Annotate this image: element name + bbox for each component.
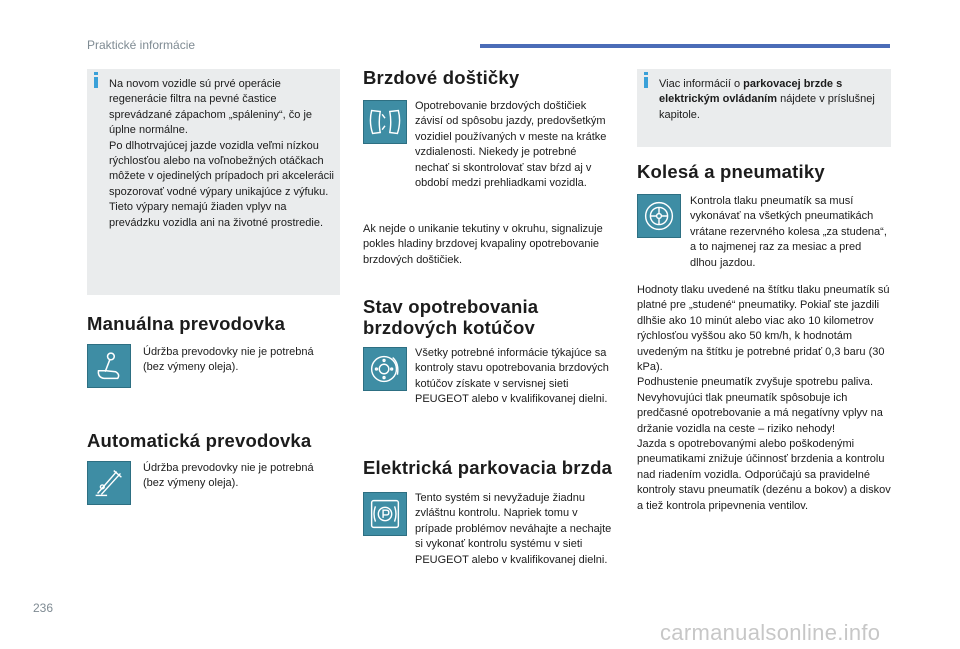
watermark: carmanualsonline.info: [660, 620, 881, 645]
text-manual-gearbox: Údržba prevodovky nie je potrebná (bez výmeny oleja).: [143, 346, 314, 374]
info-text-parking-brake: Viac informácií o parkovacej brzde s elektrickým ovládaním nájdete v príslušnej kapitole.: [659, 78, 875, 121]
info-icon: [94, 72, 98, 88]
info-text-bold: parkovacej brzde s elektrickým ovládaním: [659, 78, 843, 106]
section-header: Praktické informácie: [87, 38, 196, 52]
info-box-parking-brake: [637, 69, 891, 147]
text-automatic-gearbox: Údržba prevodovky nie je potrebná (bez výmeny oleja).: [143, 462, 314, 490]
heading-electric-parking-brake: Elektrická parkovacia brzda: [363, 457, 613, 478]
heading-manual-gearbox: Manuálna prevodovka: [87, 313, 286, 334]
page-number: 236: [33, 601, 54, 615]
info-box-filter: [87, 69, 340, 295]
heading-brake-pads: Brzdové doštičky: [363, 67, 520, 88]
heading-brake-discs: Stav opotrebovania brzdových kotúčov: [363, 296, 539, 338]
text-brake-fluid: Ak nejde o unikanie tekutiny v okruhu, signalizuje pokles hladiny brzdovej kvapaliny opotrebovanie brzdových doštičiek.: [363, 223, 603, 266]
automatic-gearbox-icon: [87, 461, 131, 505]
brake-pads-icon: [363, 100, 407, 144]
text-wheels-tyres: Kontrola tlaku pneumatík sa musí vykonávať na všetkých pneumatikách vrátane rezervného kolesa „za studena“, a to najmenej raz za mesiac a pred dlhou jazdou.: [690, 195, 887, 269]
electric-parking-brake-icon: [363, 492, 407, 536]
info-icon: [644, 72, 648, 88]
brake-disc-icon: [363, 347, 407, 391]
text-wheels-body: Hodnoty tlaku uvedené na štítku tlaku pneumatík sú platné pre „studené“ pneumatiky. Pokiaľ ste jazdili dlhšie ako 10 minút alebo viac ako 10 kilometrov rýchlosťou vyššou ako 50 km/h, k hodnotám uvedeným na štítku je potrebné pridať 0,3 baru (30 kPa). Podhustenie pneumatík zvyšuje spotrebu paliva. Nevyhovujúci tlak pneumatík spôsobuje ich predčasné opotrebovanie a má negatívny vplyv na držanie vozidla na ceste – riziko nehody! Jazda s opotrebovanými alebo poškodenými pneumatikami znižuje účinnosť brzdenia a kontrolu nad riadením vozidla. Odporúčajú sa pravidelné kontroly stavu pneumatík (dezénu a bokov) a diskov a tiež kontrola pripevnenia ventilov.: [637, 284, 891, 512]
text-brake-pads: Opotrebovanie brzdových doštičiek závisí od spôsobu jazdy, predovšetkým vozidiel používaných v meste na krátke vzdialenosti. Niekedy je potrebné nechať si skontrolovať stav bŕzd aj v období medzi prehliadkami vozidla.: [415, 100, 607, 190]
heading-automatic-gearbox: Automatická prevodovka: [87, 430, 312, 451]
text-brake-discs: Všetky potrebné informácie týkajúce sa kontroly stavu opotrebovania brzdových kotúčov získate v servisnej sieti PEUGEOT alebo v kvalifikovanej dielni.: [415, 347, 609, 406]
heading-wheels-tyres: Kolesá a pneumatiky: [637, 161, 825, 182]
manual-gearbox-icon: [87, 344, 131, 388]
text-electric-parking-brake: Tento systém si nevyžaduje žiadnu zvláštnu kontrolu. Napriek tomu v prípade problémov neváhajte a nechajte si vykonať kontrolu systému v sieti PEUGEOT alebo v kvalifikovanej dielni.: [415, 492, 612, 566]
wheel-tyre-icon: [637, 194, 681, 238]
header-rule: [480, 44, 890, 48]
info-text-filter: Na novom vozidle sú prvé operácie regenerácie filtra na pevné častice sprevádzané zápachom „spáleniny“, čo je úplne normálne. Po dlhotrvajúcej jazde vozidla veľmi nízkou rýchlosťou alebo na voľnobežných otáčkach môžete v ojedinelých prípadoch pri akcelerácii spozorovať vodné výpary unikajúce z výfuku. Tieto výpary nemajú žiaden vplyv na prevádzku vozidla ani na životné prostredie.: [109, 78, 335, 229]
